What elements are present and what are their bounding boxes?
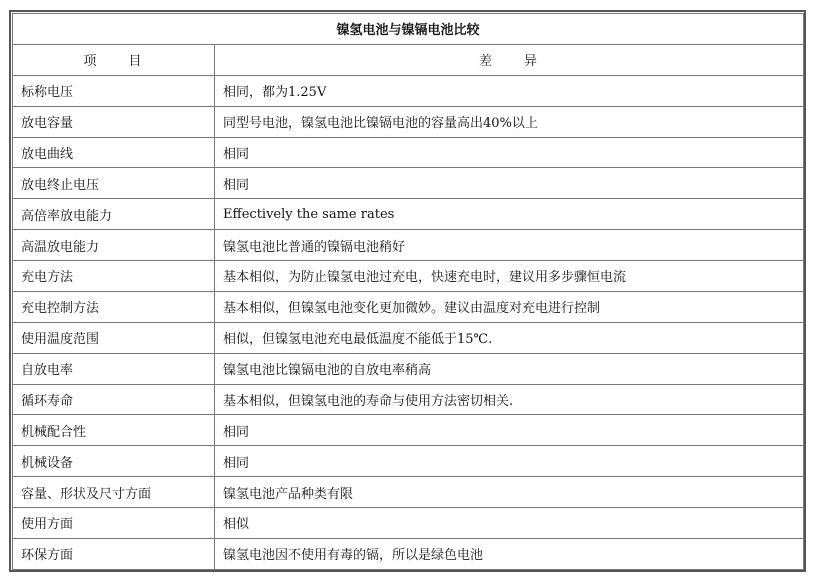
item-cell: 循环寿命 (13, 384, 215, 415)
item-cell: 高温放电能力 (13, 230, 215, 261)
difference-cell: 镍氢电池因不使用有毒的镉，所以是绿色电池 (215, 538, 804, 569)
difference-cell: 相似 (215, 508, 804, 539)
table-row (13, 75, 804, 106)
difference-cell: 基本相似，为防止镍氢电池过充电，快速充电时，建议用多步骤恒电流 (215, 261, 804, 292)
table-row (13, 137, 804, 168)
table-row (13, 415, 804, 446)
table-row (13, 353, 804, 384)
item-cell: 自放电率 (13, 353, 215, 384)
item-cell: 使用方面 (13, 508, 215, 539)
difference-cell: 相同 (215, 446, 804, 477)
difference-cell: 基本相似，但镍氢电池变化更加微妙。建议由温度对充电进行控制 (215, 291, 804, 322)
item-cell: 使用温度范围 (13, 322, 215, 353)
item-cell: 放电终止电压 (13, 168, 215, 199)
item-cell: 容量、形状及尺寸方面 (13, 477, 215, 508)
difference-cell: 镍氢电池产品种类有限 (215, 477, 804, 508)
item-cell: 放电曲线 (13, 137, 215, 168)
difference-cell: 相同 (215, 137, 804, 168)
difference-cell: 基本相似，但镍氢电池的寿命与使用方法密切相关. (215, 384, 804, 415)
item-cell: 机械设备 (13, 446, 215, 477)
item-cell: 标称电压 (13, 75, 215, 106)
difference-cell: 相似，但镍氢电池充电最低温度不能低于15℃. (215, 322, 804, 353)
table-row (13, 261, 804, 292)
difference-cell: Effectively the same rates (215, 199, 804, 230)
table-row (13, 508, 804, 539)
table-row (13, 538, 804, 569)
table-row (13, 291, 804, 322)
table-row (13, 477, 804, 508)
column-header-item: 项 目 (13, 44, 215, 75)
table-row (13, 168, 804, 199)
table-row (13, 446, 804, 477)
difference-cell: 镍氢电池比普通的镍镉电池稍好 (215, 230, 804, 261)
item-cell: 充电方法 (13, 261, 215, 292)
difference-cell: 相同 (215, 415, 804, 446)
table-row (13, 384, 804, 415)
difference-cell: 镍氢电池比镍镉电池的自放电率稍高 (215, 353, 804, 384)
table-row (13, 106, 804, 137)
table-row (13, 199, 804, 230)
table-title: 镍氢电池与镍镉电池比较 (13, 14, 804, 45)
column-header-difference: 差 异 (215, 44, 804, 75)
item-cell: 机械配合性 (13, 415, 215, 446)
difference-cell: 相同，都为1.25V (215, 75, 804, 106)
item-cell: 环保方面 (13, 538, 215, 569)
table-row (13, 230, 804, 261)
item-cell: 充电控制方法 (13, 291, 215, 322)
table-row (13, 322, 804, 353)
item-cell: 高倍率放电能力 (13, 199, 215, 230)
difference-cell: 同型号电池，镍氢电池比镍镉电池的容量高出40%以上 (215, 106, 804, 137)
difference-cell: 相同 (215, 168, 804, 199)
comparison-table (12, 13, 804, 570)
item-cell: 放电容量 (13, 106, 215, 137)
